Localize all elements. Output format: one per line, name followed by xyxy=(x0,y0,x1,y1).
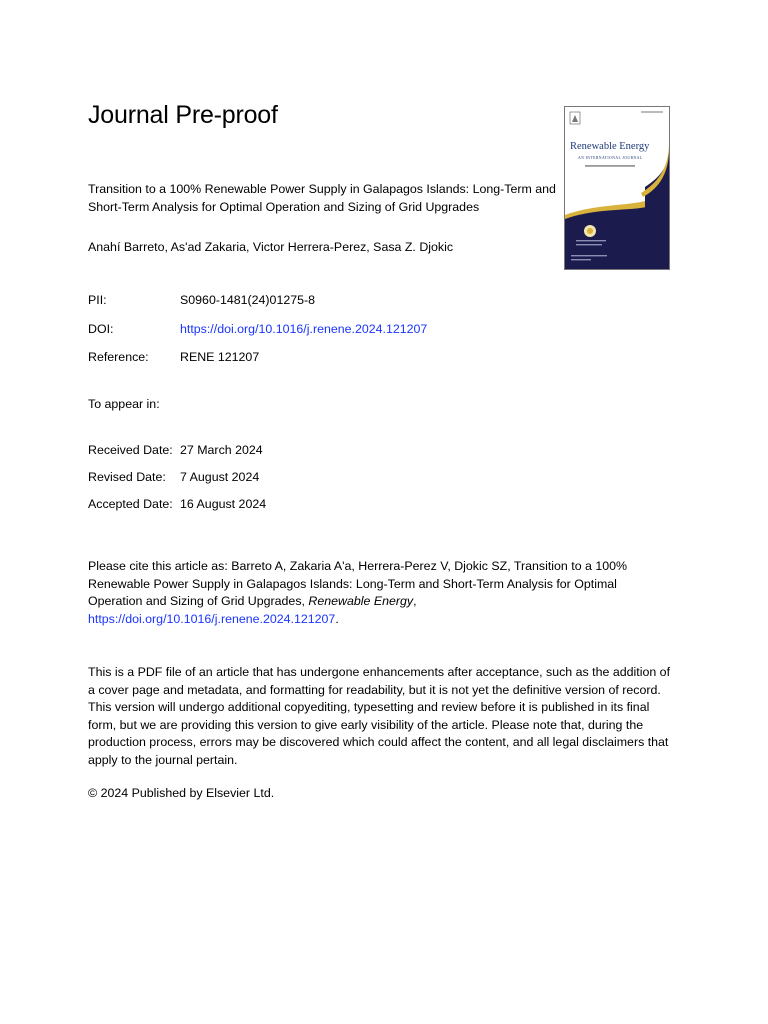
received-value: 27 March 2024 xyxy=(180,443,263,457)
citation-doi-link[interactable]: https://doi.org/10.1016/j.renene.2024.121207 xyxy=(88,611,336,626)
received-row xyxy=(88,443,263,457)
journal-cover-image xyxy=(564,106,670,270)
article-authors: Anahí Barreto, As'ad Zakaria, Victor Herrera-Perez, Sasa Z. Djokic xyxy=(88,240,454,254)
doi-row xyxy=(88,322,427,336)
cover-journal-name: Renewable Energy xyxy=(570,141,650,152)
revised-label: Revised Date: xyxy=(88,470,166,484)
citation-block xyxy=(88,558,648,628)
copyright-notice: © 2024 Published by Elsevier Ltd. xyxy=(88,786,275,800)
accepted-label: Accepted Date: xyxy=(88,497,173,511)
revised-row xyxy=(88,470,259,484)
doi-link[interactable]: https://doi.org/10.1016/j.renene.2024.121207 xyxy=(180,322,428,336)
citation-sep: , xyxy=(413,594,417,608)
citation-journal: Renewable Energy xyxy=(308,594,414,608)
revised-value: 7 August 2024 xyxy=(180,470,260,484)
reference-value: RENE 121207 xyxy=(180,350,260,364)
pii-label: PII: xyxy=(88,293,107,307)
page-title: Journal Pre-proof xyxy=(88,101,278,129)
accepted-row xyxy=(88,497,266,511)
citation-text: Please cite this article as: Barreto A, Zakaria A'a, Herrera-Perez V, Djokic SZ, Transition to a 100% Renewable Power Supply in Galapagos Islands: Long-Term and Short-Term Analysis for Optimal Operation and Sizing of Grid Upgrades, xyxy=(88,559,628,608)
to-appear-in: To appear in: xyxy=(88,397,160,411)
reference-row xyxy=(88,350,259,364)
disclaimer-paragraph: This is a PDF file of an article that has undergone enhancements after acceptance, such as the addition of a cover page and metadata, and formatting for readability, but it is not yet the definitive version of record. This version will undergo additional copyediting, typesetting and review before it is published in its final form, but we are providing this version to give early visibility of the article. Please note that, during the production process, errors may be discovered which could affect the content, and all legal disclaimers that apply to the journal pertain. xyxy=(88,665,671,767)
cover-subtitle: AN INTERNATIONAL JOURNAL xyxy=(578,156,643,160)
pii-value: S0960-1481(24)01275-8 xyxy=(180,293,316,307)
accepted-value: 16 August 2024 xyxy=(180,497,267,511)
received-label: Received Date: xyxy=(88,443,173,457)
citation-end: . xyxy=(335,611,339,626)
reference-label: Reference: xyxy=(88,350,149,364)
pii-row xyxy=(88,293,315,307)
doi-label: DOI: xyxy=(88,322,114,336)
article-title: Transition to a 100% Renewable Power Supply in Galapagos Islands: Long-Term and Short-Term Analysis for Optimal Operation and Sizing of Grid Upgrades xyxy=(88,182,556,214)
